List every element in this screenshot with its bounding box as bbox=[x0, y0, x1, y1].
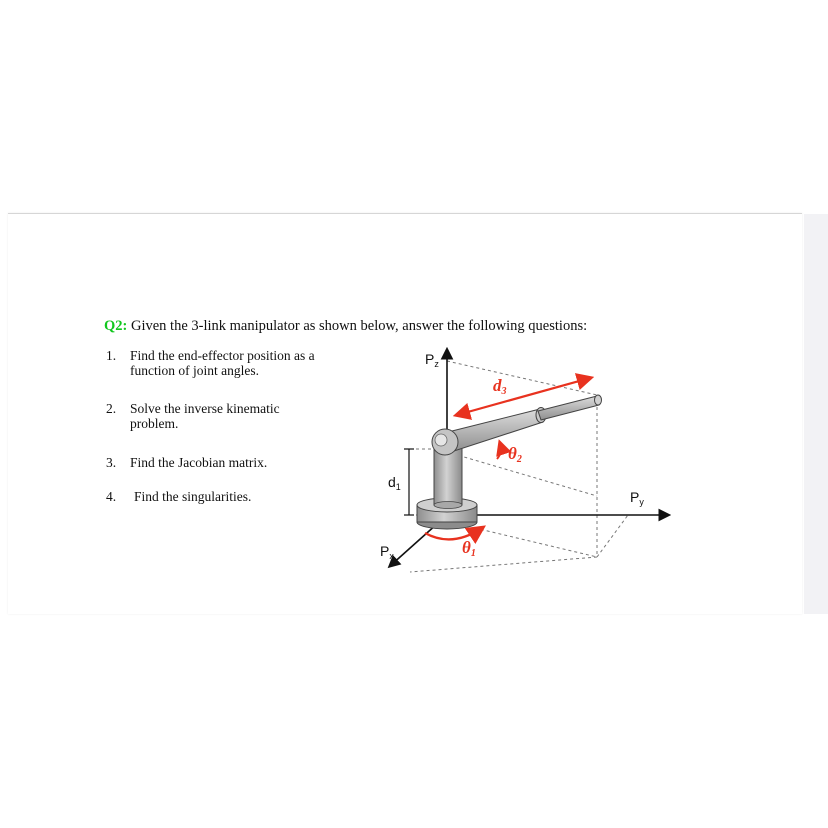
item-text: Find the end-effector position as a function of joint angles. bbox=[130, 348, 315, 378]
theta2-arc bbox=[497, 443, 501, 459]
theta1-label: θ1 bbox=[462, 538, 476, 559]
theta2-label: θ2 bbox=[508, 444, 522, 465]
item-text: Find the singularities. bbox=[134, 489, 252, 504]
axes bbox=[390, 350, 668, 566]
pz-label: $P_z$ bbox=[425, 351, 439, 369]
d1-dimension bbox=[404, 449, 414, 515]
py-label: $P_y$ bbox=[630, 489, 644, 507]
item-number: 1. bbox=[106, 348, 117, 363]
px-label: $P_x$ bbox=[380, 543, 394, 561]
theta1-arc bbox=[425, 528, 482, 539]
item-number: 2. bbox=[106, 401, 117, 416]
d1-label: $d_1$ bbox=[388, 474, 401, 492]
question-number: Q2: bbox=[104, 318, 128, 334]
d3-label: d3 bbox=[493, 376, 507, 397]
item-number: 4. bbox=[106, 489, 117, 504]
question-heading-text: Given the 3-link manipulator as shown below, answer the following questions: bbox=[127, 318, 588, 334]
item-text: Find the Jacobian matrix. bbox=[130, 455, 268, 470]
item-text: Solve the inverse kinematic problem. bbox=[130, 401, 280, 431]
item-number: 3. bbox=[106, 455, 117, 470]
